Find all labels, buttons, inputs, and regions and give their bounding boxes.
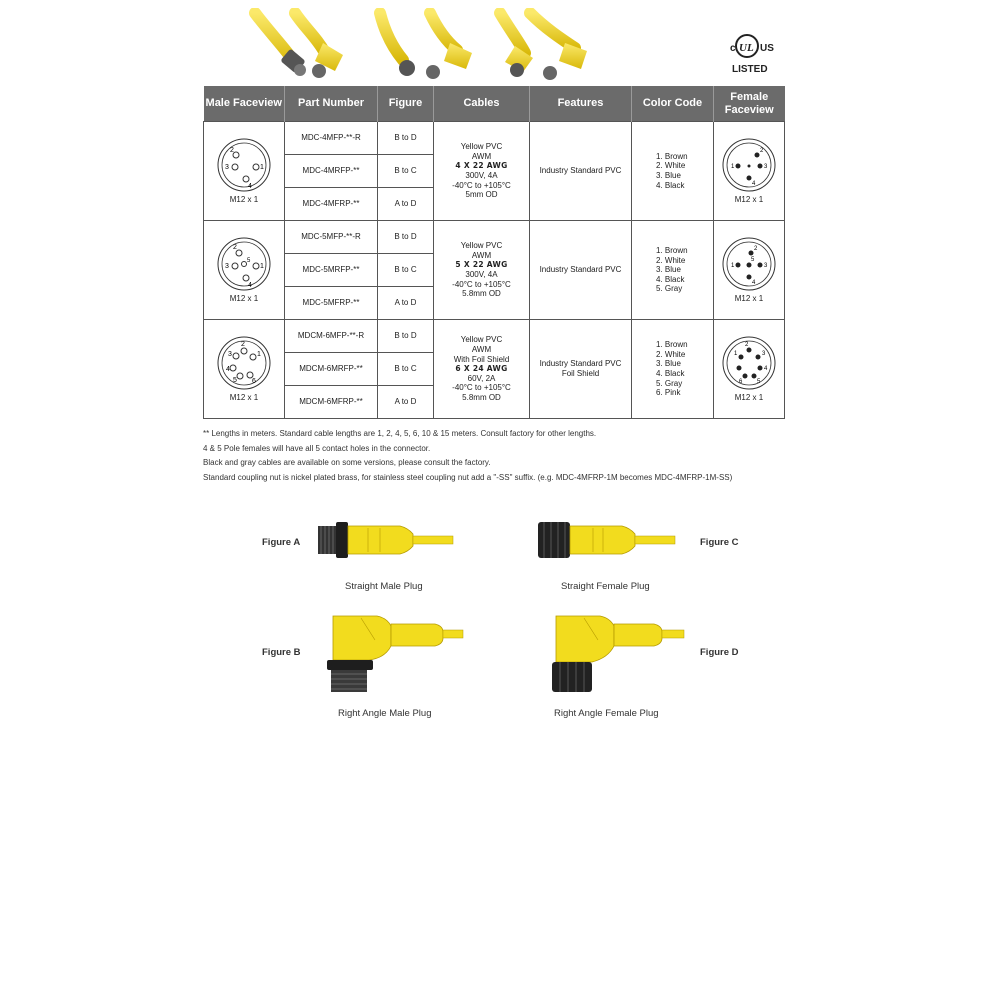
- features-6pin: [530, 320, 632, 419]
- right-angle-female-plug-image: [548, 612, 688, 696]
- cable-line: 5.8mm OD: [462, 289, 501, 299]
- cable-line: Yellow PVC: [460, 241, 503, 251]
- ul-listed-logo: [725, 24, 785, 76]
- cable-awg: 6 X 24 AWG: [455, 364, 508, 374]
- cable-spec-6pin: [434, 320, 530, 419]
- features-5pin: [530, 221, 632, 320]
- svg-text:US: US: [760, 43, 774, 54]
- female-faceview-4pin: [714, 122, 785, 221]
- cable-line: -40°C to +105°C: [452, 279, 511, 289]
- cable-line: 300V, 4A: [465, 171, 498, 180]
- cable-line: AWM: [471, 345, 492, 355]
- table-row: [204, 122, 785, 155]
- female-size-label: M12 x 1: [734, 294, 764, 304]
- part-number-cell: MDC-5MFP-**-R: [285, 221, 378, 254]
- male-faceview-6pin: [204, 320, 285, 419]
- cable-line: With Foil Shield: [453, 354, 510, 364]
- product-photos: [225, 8, 605, 86]
- header-features: Features: [530, 86, 632, 122]
- part-number-cell: MDCM-6MFP-**-R: [285, 320, 378, 353]
- right-angle-male-plug-image: [325, 612, 465, 696]
- male-size-label: M12 x 1: [229, 393, 259, 403]
- part-number-cell: MDC-5MFRP-**: [285, 287, 378, 320]
- cable-line: 60V, 2A: [467, 373, 496, 383]
- svg-text:1: 1: [734, 351, 738, 358]
- female-6pin-icon: [721, 335, 777, 391]
- header-male-faceview: [204, 86, 285, 122]
- color-item: 3. Blue: [656, 171, 681, 180]
- footnote: Black and gray cables are available on some versions, please consult the factory.: [203, 458, 491, 468]
- female-faceview-5pin: [714, 221, 785, 320]
- header-color-code: Color Code: [632, 86, 714, 122]
- photo-pair-2: [380, 13, 472, 79]
- straight-female-plug-image: [538, 518, 678, 562]
- figure-a-caption: Straight Male Plug: [345, 581, 423, 592]
- figure-cell: B to D: [378, 221, 434, 254]
- header-cables: Cables: [434, 86, 530, 122]
- photo-pair-3: [500, 13, 587, 80]
- male-size-label: M12 x 1: [229, 195, 259, 205]
- female-4pin-icon: [721, 137, 777, 193]
- svg-text:6: 6: [252, 378, 256, 386]
- cable-line: Yellow PVC: [460, 142, 503, 152]
- part-number-cell: MDC-4MFRP-**: [285, 188, 378, 221]
- svg-text:LISTED: LISTED: [732, 64, 768, 75]
- svg-text:2: 2: [745, 342, 749, 349]
- color-item: 2. White: [656, 349, 686, 359]
- svg-text:4: 4: [764, 366, 768, 373]
- figure-cell: B to D: [378, 122, 434, 155]
- footnote: ** Lengths in meters. Standard cable lengths are 1, 2, 4, 5, 6, 10 & 15 meters. Consult factory for other lengths.: [203, 429, 597, 438]
- figure-cell: B to C: [378, 155, 434, 188]
- part-number-cell: MDC-5MRFP-**: [285, 254, 378, 287]
- part-number-cell: MDCM-6MFRP-**: [285, 386, 378, 419]
- female-size-label: M12 x 1: [734, 393, 764, 403]
- color-item: 1. Brown: [656, 151, 688, 161]
- figure-cell: A to D: [378, 386, 434, 419]
- cable-spec-5pin: [434, 221, 530, 320]
- color-item: 6. Pink: [656, 388, 681, 398]
- table-row: [204, 320, 785, 353]
- color-item: 4. Black: [656, 180, 685, 190]
- svg-text:2: 2: [230, 147, 234, 155]
- svg-text:5: 5: [757, 379, 761, 386]
- header-male-faceview-label: Male Faceview: [205, 97, 282, 109]
- female-size-label: M12 x 1: [734, 195, 764, 205]
- header-part-number: Part Number: [285, 86, 378, 122]
- svg-text:3: 3: [764, 263, 768, 270]
- figure-cell: B to D: [378, 320, 434, 353]
- cable-line: 5.8mm OD: [462, 392, 501, 402]
- svg-text:5: 5: [247, 258, 251, 265]
- footnote: 4 & 5 Pole females will have all 5 contact holes in the connector.: [203, 443, 431, 453]
- figure-a-label: Figure A: [262, 537, 301, 548]
- svg-text:1: 1: [731, 164, 735, 171]
- cable-awg: 5 X 22 AWG: [455, 260, 508, 270]
- color-code-6pin: [632, 320, 714, 419]
- male-6pin-icon: [216, 335, 272, 391]
- svg-text:UL: UL: [739, 42, 754, 54]
- female-faceview-6pin: [714, 320, 785, 419]
- svg-text:3: 3: [764, 164, 768, 171]
- footnote: Standard coupling nut is nickel plated brass, for stainless steel coupling nut add a "-SS" suffix. (e.g. MDC-4MFRP-1M becomes MDC-4MFRP-1M-SS): [203, 472, 733, 482]
- figure-cell: B to C: [378, 254, 434, 287]
- color-item: 4. Black: [656, 274, 685, 284]
- figure-c-label: Figure C: [700, 537, 739, 548]
- svg-text:4: 4: [752, 280, 756, 287]
- figure-b-caption: Right Angle Male Plug: [338, 708, 432, 719]
- feature-line: Industry Standard PVC: [539, 265, 622, 275]
- svg-text:3: 3: [228, 351, 232, 359]
- cable-line: -40°C to +105°C: [452, 383, 511, 393]
- figure-d-label: Figure D: [700, 647, 739, 658]
- male-size-label: M12 x 1: [229, 294, 259, 304]
- svg-text:1: 1: [257, 351, 261, 359]
- feature-line: Industry Standard PVC: [539, 166, 622, 176]
- svg-text:2: 2: [754, 246, 758, 253]
- svg-text:5: 5: [751, 257, 755, 264]
- svg-text:6: 6: [739, 379, 743, 386]
- svg-text:1: 1: [260, 164, 264, 172]
- cable-awg: 4 X 22 AWG: [455, 161, 508, 171]
- header-female-faceview: Female Faceview: [714, 86, 785, 122]
- part-number-cell: MDCM-6MRFP-**: [285, 353, 378, 386]
- male-5pin-icon: [216, 236, 272, 292]
- figure-b-label: Figure B: [262, 647, 301, 658]
- straight-male-plug-image: [318, 518, 458, 562]
- color-code-4pin: [632, 122, 714, 221]
- cable-line: AWM: [471, 250, 492, 260]
- cable-line: -40°C to +105°C: [452, 180, 511, 190]
- photo-pair-1: [255, 13, 343, 78]
- cable-line: Yellow PVC: [460, 335, 503, 345]
- svg-text:5: 5: [233, 377, 237, 385]
- feature-line: Foil Shield: [561, 369, 600, 378]
- svg-text:c: c: [730, 43, 736, 54]
- figure-c-caption: Straight Female Plug: [561, 581, 650, 592]
- svg-text:3: 3: [762, 351, 766, 358]
- svg-text:1: 1: [731, 263, 735, 270]
- color-item: 1. Brown: [656, 246, 688, 256]
- table-header-row: [204, 86, 785, 122]
- cable-spec-4pin: [434, 122, 530, 221]
- figure-cell: A to D: [378, 287, 434, 320]
- color-item: 2. White: [656, 255, 686, 265]
- spec-table: [203, 86, 785, 419]
- female-5pin-icon: [721, 236, 777, 292]
- cable-line: 300V, 4A: [465, 270, 498, 279]
- table-row: [204, 221, 785, 254]
- svg-text:3: 3: [225, 164, 229, 172]
- svg-text:4: 4: [752, 181, 756, 188]
- footnotes: [203, 428, 803, 486]
- male-4pin-icon: [216, 137, 272, 193]
- figure-d-caption: Right Angle Female Plug: [554, 708, 659, 719]
- color-item: 5. Gray: [656, 284, 683, 294]
- part-number-cell: MDC-4MRFP-**: [285, 155, 378, 188]
- svg-text:1: 1: [260, 263, 264, 271]
- color-item: 3. Blue: [656, 359, 681, 369]
- svg-text:2: 2: [233, 244, 237, 252]
- features-4pin: [530, 122, 632, 221]
- header-figure: Figure: [378, 86, 434, 122]
- svg-text:2: 2: [241, 341, 245, 349]
- svg-text:2: 2: [760, 148, 764, 155]
- color-item: 4. Black: [656, 369, 685, 378]
- svg-text:3: 3: [225, 263, 229, 271]
- svg-text:4: 4: [248, 183, 252, 191]
- color-code-5pin: [632, 221, 714, 320]
- figure-cell: A to D: [378, 188, 434, 221]
- male-faceview-5pin: [204, 221, 285, 320]
- cable-line: 5mm OD: [465, 190, 498, 200]
- part-number-cell: MDC-4MFP-**-R: [285, 122, 378, 155]
- color-item: 5. Gray: [656, 378, 683, 388]
- feature-line: Industry Standard PVC: [539, 359, 622, 369]
- color-item: 2. White: [656, 161, 686, 171]
- svg-text:4: 4: [226, 366, 230, 374]
- color-item: 1. Brown: [656, 340, 688, 350]
- color-item: 3. Blue: [656, 265, 681, 275]
- figure-cell: B to C: [378, 353, 434, 386]
- male-faceview-4pin: [204, 122, 285, 221]
- cable-line: AWM: [471, 151, 492, 161]
- svg-text:4: 4: [248, 282, 252, 290]
